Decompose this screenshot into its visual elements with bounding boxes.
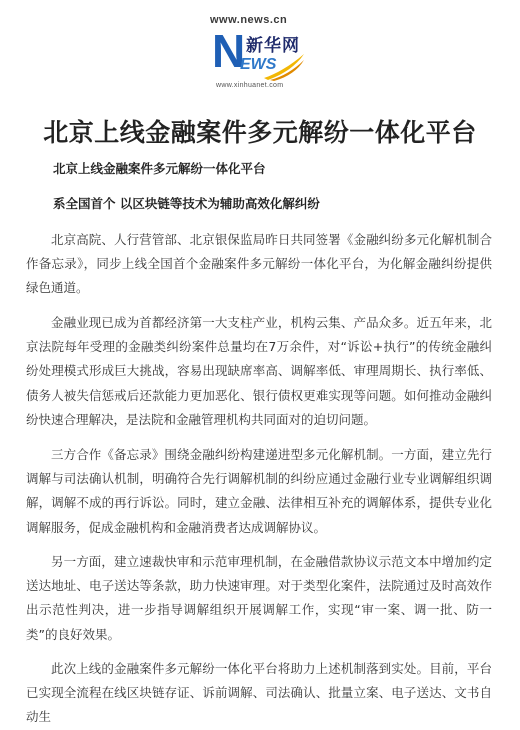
paragraph-1: 北京高院、人行营管部、北京银保监局昨日共同签署《金融纠纷多元化解机制合作备忘录》，同步上线全国首个金融案件多元解纷一体化平台，为化解金融纠纷提供绿色通道。 [26, 232, 492, 296]
paragraph-2: 金融业现已成为首都经济第一大支柱产业，机构云集、产品众多。近五年来，北京法院每年受理的金融类纠纷案件总量均在7万余件，对“诉讼+执行”的传统金融纠纷处理模式形成巨大挑战，容易出现缺席率高、调解率低、审理周期长、执行率低、债务人被失信惩戒后还款能力更加恶化、银行债权更难实现等问题。如何推动金融纠纷快速合理解决，是法院和金融管理机构共同面对的迫切问题。 [26, 315, 492, 427]
xinhuanet-logo[interactable] [200, 8, 312, 104]
paragraph-4: 另一方面，建立速裁快审和示范审理机制，在金融借款协议示范文本中增加约定送达地址、电子送达等条款，助力快速审理。对于类型化案件，法院通过及时高效作出示范性判决，进一步指导调解组织开展调解工作，实现“审一案、调一批、防一类”的良好效果。 [26, 554, 492, 642]
logo-url-top: www.news.cn [210, 14, 288, 26]
article-subtitle-1: 北京上线金融案件多元解纷一体化平台 [53, 161, 266, 176]
paragraph-5: 此次上线的金融案件多元解纷一体化平台将助力上述机制落到实处。目前，平台已实现全流程在线区块链存证、诉前调解、司法确认、批量立案、电子送达、文书自动生 [26, 661, 492, 725]
paragraph-3: 三方合作《备忘录》围绕金融纠纷构建递进型多元化解机制。一方面，建立先行调解与司法确认机制，明确符合先行调解机制的纠纷应通过金融行业专业调解组织调解，调解不成的再行诉讼。同时，建立金融、法律相互补充的调解体系，提供专业化调解服务，促成金融机构和金融消费者达成调解协议。 [26, 447, 492, 535]
logo-letters-ews: EWS [240, 56, 277, 73]
article-title: 北京上线金融案件多元解纷一体化平台 [43, 118, 477, 147]
logo-letter-n: N [212, 25, 246, 77]
logo-url-bottom: www.xinhuanet.com [216, 82, 284, 89]
article-subtitle-2: 系全国首个 以区块链等技术为辅助高效化解纠纷 [53, 196, 320, 211]
logo-cn-name: 新华网 [246, 36, 300, 56]
